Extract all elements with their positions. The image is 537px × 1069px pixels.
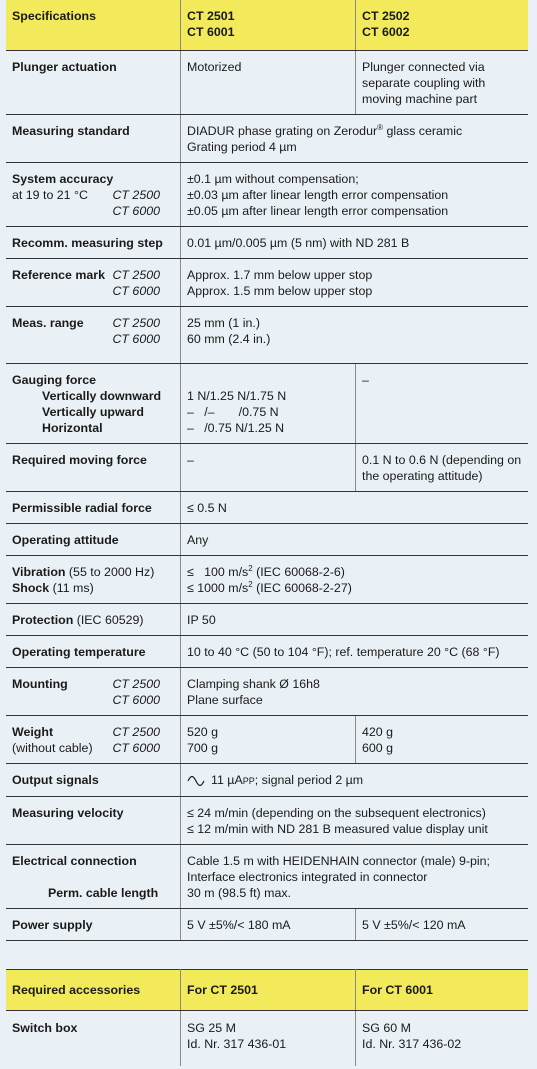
label-vibration-shock	[6, 556, 181, 604]
row-moving-force	[6, 444, 528, 492]
spec-header-ct2501	[181, 0, 356, 51]
label-measuring-range	[6, 307, 181, 364]
accuracy-line-1: ±0.1 µm without compensation;	[187, 172, 359, 186]
value-gauging-force	[181, 364, 356, 444]
electrical-title: Electrical connection	[12, 854, 137, 868]
label-measuring-step: Recomm. measuring step	[6, 227, 181, 259]
label-operating-attitude: Operating attitude	[6, 524, 181, 556]
model-ct6001: CT 6001	[187, 25, 235, 39]
electrical-line-2: Interface electronics integrated in connector	[187, 870, 428, 884]
value-power-ct2501: 5 V ±5%/< 180 mA	[181, 909, 356, 941]
electrical-line-1: Cable 1.5 m with HEIDENHAIN connector (male) 9-pin;	[187, 854, 490, 868]
row-weight	[6, 716, 528, 764]
accessories-header-ct6001: For CT 6001	[356, 970, 529, 1011]
specifications-table	[6, 0, 528, 941]
specifications-table-wrapper	[6, 0, 526, 941]
switchbox-model-sg25m: SG 25 M	[187, 1021, 236, 1035]
registered-mark: ®	[377, 122, 383, 132]
range-line-2: 60 mm (2.4 in.)	[187, 332, 271, 346]
label-system-accuracy	[6, 163, 181, 227]
accessories-header-ct2501: For CT 2501	[181, 970, 356, 1011]
value-weight-ct2501	[181, 716, 356, 764]
vibration-title: Vibration	[12, 565, 66, 579]
gauging-value-3: – /0.75 N/1.25 N	[187, 421, 285, 435]
mounting-line-1: Clamping shank Ø 16h8	[187, 677, 320, 691]
shock-title: Shock	[12, 581, 50, 595]
row-reference-mark	[6, 259, 528, 307]
label-gauging-force	[6, 364, 181, 444]
gauging-ct2502: –	[356, 364, 529, 444]
model-ct6002: CT 6002	[362, 25, 410, 39]
vibration-exponent: 2	[248, 563, 253, 573]
shock-standard: (IEC 60068-2-27)	[252, 581, 352, 595]
row-vibration-shock	[6, 556, 528, 604]
value-protection: IP 50	[181, 604, 529, 636]
range-line-1: 25 mm (1 in.)	[187, 316, 260, 330]
row-electrical-connection	[6, 845, 528, 909]
value-switch-box-ct6001	[356, 1011, 529, 1067]
row-measuring-standard	[6, 115, 528, 163]
switchbox-id-01: Id. Nr. 317 436-01	[187, 1037, 287, 1051]
vibration-value: ≤ 100 m/s	[187, 565, 249, 579]
range-ct6000: CT 6000	[112, 332, 160, 346]
velocity-line-1: ≤ 24 m/min (depending on the subsequent electronics)	[187, 806, 486, 820]
value-measuring-standard	[181, 115, 529, 163]
model-ct2502: CT 2502	[362, 9, 410, 23]
gauging-downward: Vertically downward	[42, 389, 162, 403]
label-plunger-actuation: Plunger actuation	[6, 51, 181, 115]
weight-title: Weight	[12, 725, 54, 739]
label-switch-box: Switch box	[12, 1021, 78, 1035]
mounting-title: Mounting	[12, 677, 68, 691]
refmark-ct6000: CT 6000	[112, 284, 160, 298]
accuracy-title: System accuracy	[12, 172, 114, 186]
value-output-signals	[181, 764, 529, 797]
label-protection	[6, 604, 181, 636]
label-mounting	[6, 668, 181, 716]
row-system-accuracy	[6, 163, 528, 227]
row-protection	[6, 604, 528, 636]
spec-header-label: Specifications	[6, 0, 181, 51]
spec-header-row	[6, 0, 528, 51]
refmark-ct2500: CT 2500	[112, 268, 160, 282]
output-period: ; signal period 2 µm	[254, 773, 364, 787]
row-operating-attitude	[6, 524, 528, 556]
refmark-line-2: Approx. 1.5 mm below upper stop	[187, 284, 373, 298]
weight-note: (without cable)	[12, 741, 93, 755]
weight-ct6000: CT 6000	[112, 741, 160, 755]
vibration-standard: (IEC 60068-2-6)	[252, 565, 345, 579]
refmark-line-1: Approx. 1.7 mm below upper stop	[187, 268, 373, 282]
row-measuring-range	[6, 307, 528, 364]
vibration-range: (55 to 2000 Hz)	[65, 565, 155, 579]
row-measuring-velocity	[6, 797, 528, 845]
value-plunger-motorized: Motorized	[181, 51, 356, 115]
switchbox-model-sg60m: SG 60 M	[362, 1021, 411, 1035]
electrical-line-3: 30 m (98.5 ft) max.	[187, 886, 291, 900]
shock-exponent: 2	[248, 579, 253, 589]
range-ct2500: CT 2500	[112, 316, 160, 330]
accuracy-line-2: ±0.03 µm after linear length error compensation	[187, 188, 449, 202]
standard-text-end: glass ceramic	[383, 124, 463, 138]
value-operating-temperature: 10 to 40 °C (50 to 104 °F); ref. temperature 20 °C (68 °F)	[181, 636, 529, 668]
value-plunger-coupling: Plunger connected via separate coupling with moving machine part	[356, 51, 529, 115]
range-title: Meas. range	[12, 316, 84, 330]
label-electrical-connection	[6, 845, 181, 909]
row-power-supply	[6, 909, 528, 941]
value-radial-force: ≤ 0.5 N	[181, 492, 529, 524]
mounting-line-2: Plane surface	[187, 693, 263, 707]
mounting-ct6000: CT 6000	[112, 693, 160, 707]
accessories-table	[6, 969, 528, 1066]
weight-ct6001: 700 g	[187, 741, 219, 755]
spec-header-ct2502	[356, 0, 529, 51]
gauging-title: Gauging force	[12, 373, 96, 387]
value-measuring-velocity	[181, 797, 529, 845]
accuracy-line-3: ±0.05 µm after linear length error compensation	[187, 204, 449, 218]
accuracy-temp: at 19 to 21 °C	[12, 188, 88, 202]
shock-value: ≤ 1000 m/s	[187, 581, 249, 595]
refmark-title: Reference mark	[12, 268, 105, 282]
value-operating-attitude: Any	[181, 524, 529, 556]
label-output-signals: Output signals	[6, 764, 181, 797]
value-measuring-step: 0.01 µm/0.005 µm (5 nm) with ND 281 B	[181, 227, 529, 259]
value-moving-force-ct2502: 0.1 N to 0.6 N (depending on the operating attitude)	[356, 444, 529, 492]
sine-wave-icon	[187, 776, 205, 786]
value-weight-ct2502	[356, 716, 529, 764]
accuracy-ct6000: CT 6000	[112, 204, 160, 218]
accessories-header-label: Required accessories	[6, 970, 181, 1011]
row-switch-box	[6, 1011, 528, 1067]
gauging-upward: Vertically upward	[42, 405, 144, 419]
label-power-supply: Power supply	[6, 909, 181, 941]
label-reference-mark	[6, 259, 181, 307]
weight-ct2501: 520 g	[187, 725, 219, 739]
value-measuring-range	[181, 307, 529, 364]
gauging-value-2: – /– /0.75 N	[187, 405, 279, 419]
standard-text: DIADUR phase grating on Zerodur	[187, 124, 378, 138]
gauging-horizontal: Horizontal	[42, 421, 103, 435]
switchbox-id-02: Id. Nr. 317 436-02	[362, 1037, 462, 1051]
mounting-ct2500: CT 2500	[112, 677, 160, 691]
label-measuring-standard: Measuring standard	[6, 115, 181, 163]
gauging-value-1: 1 N/1.25 N/1.75 N	[187, 389, 287, 403]
value-switch-box-ct2501	[181, 1011, 356, 1067]
row-mounting	[6, 668, 528, 716]
model-ct2501: CT 2501	[187, 9, 235, 23]
label-radial-force: Permissible radial force	[6, 492, 181, 524]
value-electrical-connection	[181, 845, 529, 909]
shock-duration: (11 ms)	[49, 581, 94, 595]
output-current: 11 µA	[211, 773, 243, 787]
protection-standard: (IEC 60529)	[73, 613, 144, 627]
grating-period: Grating period 4 µm	[187, 140, 297, 154]
label-weight	[6, 716, 181, 764]
value-power-ct2502: 5 V ±5%/< 120 mA	[356, 909, 529, 941]
protection-title: Protection	[12, 613, 74, 627]
velocity-line-2: ≤ 12 m/min with ND 281 B measured value display unit	[187, 822, 488, 836]
label-measuring-velocity: Measuring velocity	[6, 797, 181, 845]
row-output-signals	[6, 764, 528, 797]
accessories-header-row	[6, 970, 528, 1011]
weight-ct2500: CT 2500	[112, 725, 160, 739]
row-measuring-step	[6, 227, 528, 259]
label-operating-temperature: Operating temperature	[6, 636, 181, 668]
row-gauging-force	[6, 364, 528, 444]
row-radial-force	[6, 492, 528, 524]
value-system-accuracy	[181, 163, 529, 227]
row-operating-temperature	[6, 636, 528, 668]
value-reference-mark	[181, 259, 529, 307]
weight-ct2502: 420 g	[362, 725, 394, 739]
value-moving-force-ct2501: –	[181, 444, 356, 492]
value-vibration-shock	[181, 556, 529, 604]
value-mounting	[181, 668, 529, 716]
cable-length-label: Perm. cable length	[48, 886, 159, 900]
output-pp-subscript: PP	[242, 776, 255, 786]
label-moving-force: Required moving force	[6, 444, 181, 492]
row-plunger-actuation	[6, 51, 528, 115]
accuracy-ct2500: CT 2500	[112, 188, 160, 202]
weight-ct6002: 600 g	[362, 741, 394, 755]
